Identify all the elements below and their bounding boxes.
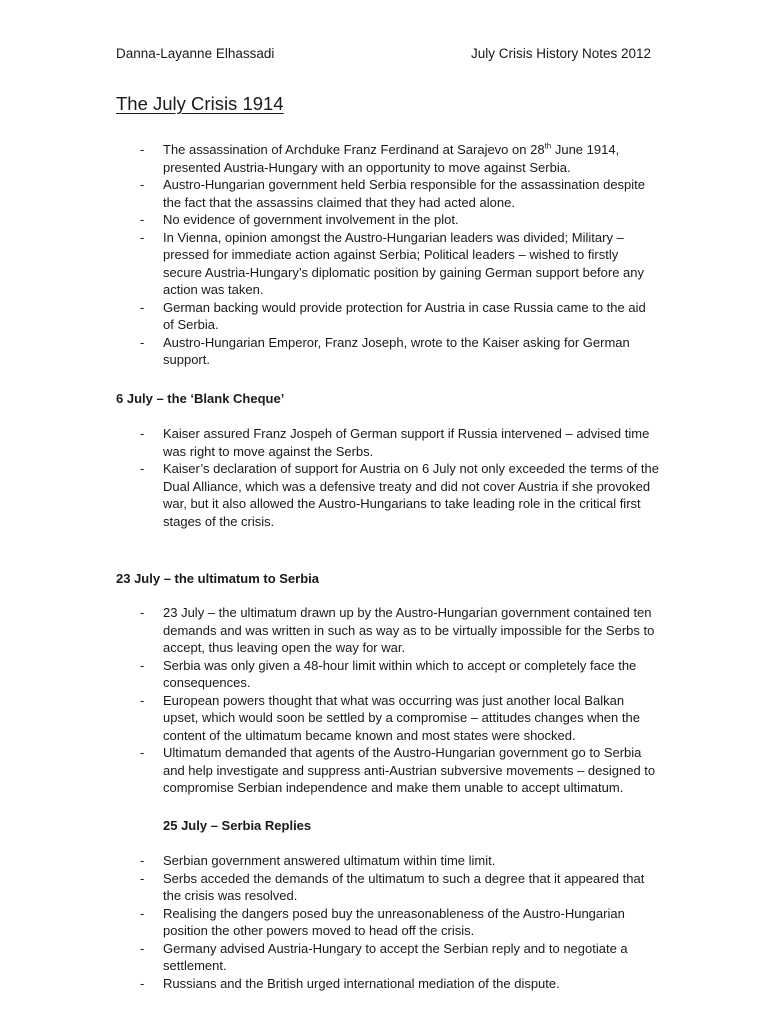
list-item [140,229,660,299]
bullet-marker: - [140,940,145,956]
list-item [140,744,660,797]
author-name: Danna-Layanne Elhassadi [116,46,275,61]
page-header [116,45,651,63]
bullet-marker: - [140,692,145,708]
bullet-marker: - [140,605,145,620]
bullet-marker: - [140,426,145,441]
blank-cheque-bullet-list [140,425,660,530]
list-item [140,460,660,530]
bullet-text: Russians and the British urged international mediation of the dispute. [163,975,560,991]
bullet-marker: - [140,975,145,991]
intro-bullet-list [140,141,660,369]
list-item [140,692,660,745]
bullet-text: Serbian government answered ultimatum within time limit. [163,853,496,868]
page-title: The July Crisis 1914 [116,93,284,114]
bullet-marker: - [140,212,145,227]
bullet-marker: - [140,745,145,760]
document-title: July Crisis History Notes 2012 [470,46,651,61]
list-item [140,334,660,369]
bullet-text: The assassination of Archduke Franz Ferdinand at Sarajevo on 28th June 1914, presented Austria-Hungary with an opportunity to move against Serbia. [163,141,620,175]
bullet-text: Kaiser’s declaration of support for Austria on 6 July not only exceeded the terms of the Dual Alliance, which was a defensive treaty and did not cover Austria if she provoked war, but it also allowed the Austro-Hungarians to take leading role in the critical first stages of the crisis. [163,461,659,529]
list-item [140,176,660,211]
list-item [140,870,660,905]
list-item [140,299,660,334]
bullet-marker: - [140,229,145,245]
bullet-marker: - [140,905,145,921]
list-item [140,940,660,975]
serbia-replies-bullet-list [140,852,660,992]
bullet-marker: - [140,657,145,673]
list-item [140,975,660,993]
section-heading-ultimatum: 23 July – the ultimatum to Serbia [116,571,319,586]
list-item [140,852,660,870]
list-item [140,141,660,176]
bullet-marker: - [140,299,145,315]
bullet-text: Germany advised Austria-Hungary to accept the Serbian reply and to negotiate a settlement. [163,940,628,973]
bullet-text: Ultimatum demanded that agents of the Austro-Hungarian government go to Serbia and help investigate and suppress anti-Austrian subversive movements – designed to compromise Serbian independence and make them unable to accept ultimatum. [163,745,656,795]
bullet-marker: - [140,142,145,157]
list-item [140,905,660,940]
bullet-text: In Vienna, opinion amongst the Austro-Hungarian leaders was divided; Military – pressed for immediate action against Serbia; Political leaders – wished to firstly secure Austria-Hungary’s diplomatic position by gaining German support before any action was taken. [163,229,645,297]
list-item [140,211,660,229]
bullet-text: Serbs acceded the demands of the ultimatum to such a degree that it appeared that the crisis was resolved. [163,870,645,903]
bullet-text: German backing would provide protection for Austria in case Russia came to the aid of Serbia. [163,299,646,332]
list-item [140,657,660,692]
list-item [140,604,660,657]
bullet-marker: - [140,853,145,868]
bullet-text: Austro-Hungarian Emperor, Franz Joseph, wrote to the Kaiser asking for German support. [163,334,630,367]
bullet-text: Serbia was only given a 48-hour limit within which to accept or completely face the consequences. [163,657,637,690]
bullet-marker: - [140,461,145,476]
section-heading-serbia-replies: 25 July – Serbia Replies [163,818,312,833]
bullet-marker: - [140,870,145,886]
bullet-text: No evidence of government involvement in the plot. [163,212,459,227]
bullet-text: European powers thought that what was occurring was just another local Balkan upset, which would soon be settled by a compromise – attitudes changes when the content of the ultimatum became known and most states were shocked. [163,692,640,743]
bullet-text: Austro-Hungarian government held Serbia responsible for the assassination despite the fact that the assassins claimed that they had acted alone. [163,177,646,210]
section-heading-blank-cheque: 6 July – the ‘Blank Cheque’ [116,391,285,406]
ultimatum-bullet-list [140,604,660,797]
list-item [140,425,660,460]
bullet-marker: - [140,177,145,192]
bullet-marker: - [140,334,145,350]
bullet-text: 23 July – the ultimatum drawn up by the Austro-Hungarian government contained ten demands and was written in such as way as to be virtually impossible for the Serbs to accept, thus leaving open the way for war. [163,605,655,655]
bullet-text: Kaiser assured Franz Jospeh of German support if Russia intervened – advised time was right to move against the Serbs. [163,426,650,459]
bullet-text: Realising the dangers posed buy the unreasonableness of the Austro-Hungarian position the other powers moved to head off the crisis. [163,905,625,938]
